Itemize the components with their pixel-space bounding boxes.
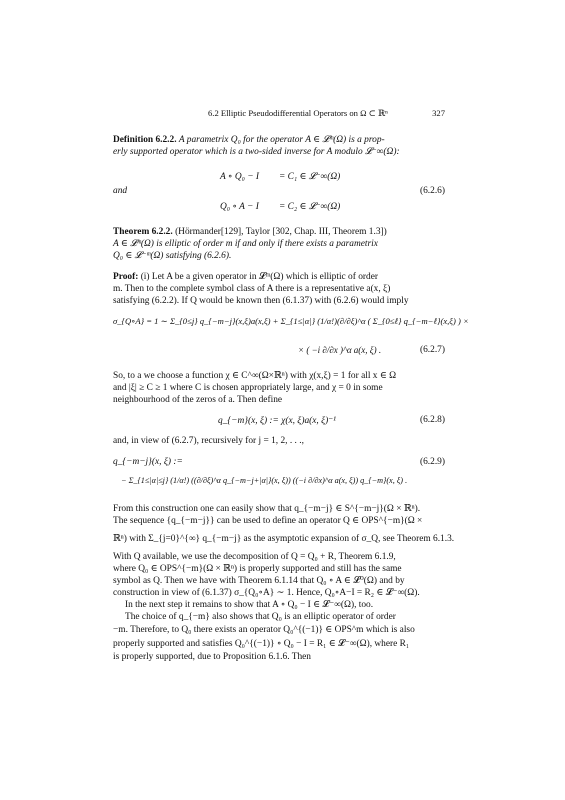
page-number: 327 <box>432 108 445 118</box>
theorem-citation: (Hörmander[129], Taylor [302, Chap. III, Theorem 1.3]) <box>175 227 387 237</box>
proof-label: Proof: <box>113 272 139 282</box>
eq5-line-1: q_{−m−j}(x, ξ) := <box>113 457 183 467</box>
eq-number-6-2-7: (6.2.7) <box>420 345 445 355</box>
paragraph-4-line-3: ℝⁿ) with Σ_{j=0}^{∞} q_{−m−j} as the asymptotic expansion of σ_Q, see Theorem 6.1.3. <box>113 534 455 544</box>
paragraph-4-line-2: The sequence {q_{−m−j}} can be used to define an operator Q ∈ OPS^{−m}(Ω × <box>113 516 423 526</box>
theorem-label: Theorem 6.2.2. <box>113 227 173 237</box>
eq2-rhs: = C₂ ∈ 𝓛⁻∞(Ω) <box>279 202 341 212</box>
theorem-text-2: A ∈ 𝓛ᵐ(Ω) is elliptic of order m if and only if there exists a parametrix <box>113 239 378 249</box>
eq-number-6-2-6: (6.2.6) <box>420 186 445 196</box>
eq3-line-1: σ_{Q∘A} = 1 ∼ Σ_{0≤j} q_{−m−j}(x,ξ)a(x,ξ) + Σ_{1≤|α|} (1/α!)(∂/∂ξ)^α ( Σ_{0≤ℓ} q_{−m−ℓ}(x,ξ) ) × <box>113 316 469 326</box>
proof-line-3: satisfying (6.2.2). If Q would be known then (6.1.37) with (6.2.6) would imply <box>113 296 409 306</box>
paragraph-2-line-3: neighbourhood of the zeros of a. Then define <box>113 395 283 405</box>
paragraph-6-line-2: −m. Therefore, to Q₀ there exists an operator Q₀^{(−1)} ∈ OPS^m which is also <box>113 625 415 635</box>
definition-line-1 <box>113 134 445 146</box>
paragraph-6-line-4: is properly supported, due to Proposition 6.1.6. Then <box>113 652 311 662</box>
definition-label: Definition 6.2.2. <box>113 135 177 145</box>
proof-line-1 <box>113 271 445 283</box>
eq-number-6-2-8: (6.2.8) <box>420 415 445 425</box>
paragraph-6-line-3: properly supported and satisfies Q₀^{(−1)} ∘ Q₀ − I = R₁ ∈ 𝓛⁻∞(Ω), where R₁ <box>113 639 410 649</box>
definition-text-2: erly supported operator which is a two-sided inverse for A modulo 𝓛⁻∞(Ω): <box>113 147 400 157</box>
eq2-lhs: Q₀ ∘ A − I <box>220 202 259 212</box>
paragraph-4-line-6: symbol as Q. Then we have with Theorem 6.1.14 that Q₀ ∘ A ∈ 𝓛⁰(Ω) and by <box>113 576 405 586</box>
proof-text-1: (i) Let A be a given operator in 𝓛ᵐ(Ω) which is elliptic of order <box>140 272 378 282</box>
paragraph-2-line-2: and |ξ| ≥ C ≥ 1 where C is chosen appropriately large, and χ = 0 in some <box>113 383 383 393</box>
paragraph-6-line-1: The choice of q_{−m} also shows that Q₀ is an elliptic operator of order <box>125 612 396 622</box>
paragraph-4-line-1: From this construction one can easily show that q_{−m−j} ∈ S^{−m−j}(Ω × ℝⁿ). <box>113 504 421 514</box>
eq4: q_{−m}(x, ξ) := χ(x, ξ)a(x, ξ)⁻¹ <box>218 416 336 426</box>
paragraph-4-line-5: where Q₀ ∈ OPS^{−m}(Ω × ℝⁿ) is properly supported and still has the same <box>113 564 402 574</box>
equation-6-2-7-line-1 <box>113 316 469 327</box>
paragraph-4-line-4: With Q available, we use the decomposition of Q = Q₀ + R, Theorem 6.1.9, <box>113 552 396 562</box>
paragraph-2-line-1: So, to a we choose a function χ ∈ C^∞(Ω×ℝⁿ) with χ(x,ξ) = 1 for all x ∈ Ω <box>113 371 397 381</box>
proof-line-2: m. Then to the complete symbol class of A there is a representative a(x, ξ) <box>113 284 391 294</box>
paragraph-4-line-7: construction in view of (6.1.37) σ_{Q₀∘A} ∼ 1. Hence, Q₀∘A−I = R₂ ∈ 𝓛⁻∞(Ω). <box>113 588 420 598</box>
paragraph-5: In the next step it remains to show that A ∘ Q₀ − I ∈ 𝓛⁻∞(Ω), too. <box>125 600 374 610</box>
theorem-line-2 <box>113 238 445 250</box>
theorem-line-3 <box>113 250 445 262</box>
theorem-text-3: Q₀ ∈ 𝓛⁻ᵐ(Ω) satisfying (6.2.6). <box>113 251 232 261</box>
eq1-lhs: A ∘ Q₀ − I <box>220 172 260 182</box>
definition-text-1: A parametrix Q₀ for the operator A ∈ 𝓛ᵐ(Ω) is a prop- <box>178 135 385 145</box>
and-word: and <box>113 186 128 196</box>
equation-6-2-9-line-1 <box>113 457 445 467</box>
paragraph-3: and, in view of (6.2.7), recursively for j = 1, 2, . . ., <box>113 436 304 446</box>
definition-line-2 <box>113 146 445 158</box>
theorem-line-1 <box>113 226 445 238</box>
running-title: 6.2 Elliptic Pseudodifferential Operators on Ω ⊂ ℝⁿ <box>208 108 388 118</box>
eq1-rhs: = C₁ ∈ 𝓛⁻∞(Ω) <box>279 172 341 182</box>
eq-number-6-2-9: (6.2.9) <box>420 457 445 467</box>
eq3-line-2: × ( −i ∂/∂x )^α a(x, ξ) . <box>298 345 382 355</box>
eq5-line-2: − Σ_{1≤|α|≤j} (1/α!) ((∂/∂ξ)^α q_{−m−j+|α|}(x, ξ)) ((−i ∂/∂x)^α a(x, ξ)) q_{−m}(x, ξ) . <box>121 476 408 485</box>
